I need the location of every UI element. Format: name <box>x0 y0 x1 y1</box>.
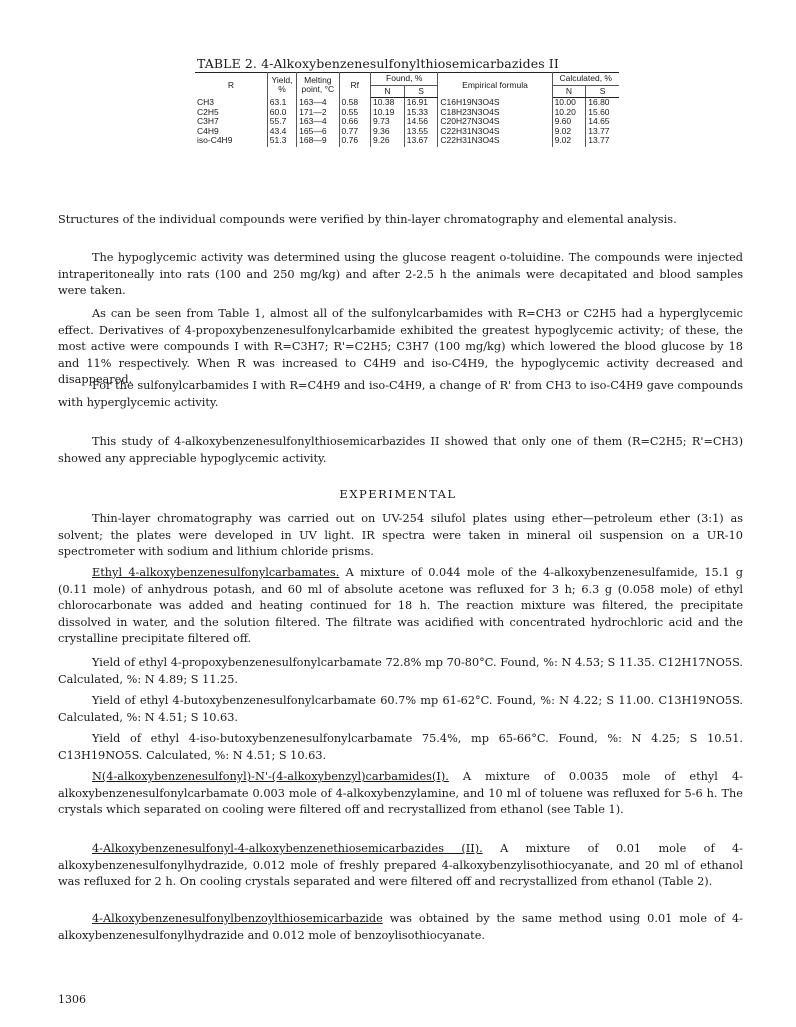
col-found-s: S <box>404 85 438 98</box>
cell-found-n: 10.38 <box>371 98 405 108</box>
paragraph-ethyl-carbamates <box>58 565 743 648</box>
cell-rf: 0.77 <box>339 127 371 137</box>
results-table <box>195 72 619 147</box>
cell-formula: C20H27N3O4S <box>438 117 552 127</box>
cell-r: C4H9 <box>195 127 267 137</box>
cell-yield: 51.3 <box>267 136 296 147</box>
paragraph-structures: Structures of the individual compounds were verified by thin-layer chromatography and elemental analysis. <box>58 213 677 226</box>
cell-calc-n: 9.60 <box>552 117 586 127</box>
cell-yield: 60.0 <box>267 108 296 118</box>
col-r: R <box>195 73 267 98</box>
subheading-thiosemicarbazides: 4-Alkoxybenzenesulfonyl-4-alkoxybenzenethiosemicarbazides (II). <box>92 842 483 855</box>
paragraph-yield-butoxy: Yield of ethyl 4-butoxybenzenesulfonylcarbamate 60.7% mp 61-62°C. Found, %: N 4.22; S 11.00. C13H19NO5S. Calculated, %: N 4.51; S 10.63. <box>58 694 743 724</box>
cell-mp: 163—4 <box>297 98 339 108</box>
cell-found-s: 13.55 <box>404 127 438 137</box>
cell-r: C3H7 <box>195 117 267 127</box>
paragraph-hypoglycemic-method: The hypoglycemic activity was determined using the glucose reagent o-toluidine. The compounds were injected intraperitoneally into rats (100 and 250 mg/kg) and after 2-2.5 h the animals were decapitated and blood samples were taken. <box>58 251 743 297</box>
col-calc-n: N <box>552 85 586 98</box>
cell-formula: C18H23N3O4S <box>438 108 552 118</box>
cell-mp: 165—6 <box>297 127 339 137</box>
cell-formula: C22H31N3O4S <box>438 127 552 137</box>
page-number: 1306 <box>58 993 86 1006</box>
cell-found-n: 9.36 <box>371 127 405 137</box>
cell-r: iso-C4H9 <box>195 136 267 147</box>
cell-mp: 168—9 <box>297 136 339 147</box>
cell-rf: 0.58 <box>339 98 371 108</box>
table-title: TABLE 2. 4-Alkoxybenzenesulfonylthiosemicarbazides II <box>197 56 559 71</box>
col-found: Found, % <box>371 73 438 86</box>
paragraph-thiosemicarbazides-synthesis <box>58 841 743 891</box>
cell-found-s: 16.91 <box>404 98 438 108</box>
col-yield: Yield, % <box>267 73 296 98</box>
col-rf: Rf <box>339 73 371 98</box>
cell-mp: 171—2 <box>297 108 339 118</box>
cell-calc-n: 9.02 <box>552 136 586 147</box>
cell-r: C2H5 <box>195 108 267 118</box>
cell-found-s: 13.67 <box>404 136 438 147</box>
col-formula: Empirical formula <box>438 73 552 98</box>
paragraph-r-change: For the sulfonylcarbamides I with R=C4H9 and iso-C4H9, a change of R' from CH3 to iso-C4H9 gave compounds with hyperglycemic activity. <box>58 379 743 409</box>
paragraph-benzoyl <box>58 911 743 944</box>
cell-rf: 0.66 <box>339 117 371 127</box>
cell-calc-s: 13.77 <box>588 125 610 136</box>
paragraph-tlc: Thin-layer chromatography was carried out on UV-254 silufol plates using ether—petroleum ether (3:1) as solvent; the plates were developed in UV light. IR spectra were taken in mineral oil suspension on a UR-10 spectrometer with sodium and lithium chloride prisms. <box>58 512 743 558</box>
cell-calc-n: 10.00 <box>552 98 586 108</box>
cell-yield: 55.7 <box>267 117 296 127</box>
cell-mp: 163—4 <box>297 117 339 127</box>
cell-yield: 63.1 <box>267 98 296 108</box>
col-calculated: Calculated, % <box>552 73 619 86</box>
cell-calc-s: 13.77 <box>588 135 610 145</box>
cell-found-n: 9.26 <box>371 136 405 147</box>
cell-rf: 0.76 <box>339 136 371 147</box>
paragraph-yield-isobutoxy: Yield of ethyl 4-iso-butoxybenzenesulfonylcarbamate 75.4%, mp 65-66°C. Found, %: N 4.25; S 10.51. C13H19NO5S. Calculated, %: N 4.51; S 10.63. <box>58 732 743 762</box>
cell-found-s: 14.56 <box>404 117 438 127</box>
cell-calc-n: 10.20 <box>552 108 586 118</box>
cell-found-s: 15.33 <box>404 108 438 118</box>
subheading-benzoyl: 4-Alkoxybenzenesulfonylbenzoylthiosemicarbazide <box>92 912 383 925</box>
paragraph-thiosemicarbazides: This study of 4-alkoxybenzenesulfonylthiosemicarbazides II showed that only one of them (R=C2H5; R'=CH3) showed any appreciable hypoglycemic activity. <box>58 435 743 465</box>
cell-formula: C16H19N3O4S <box>438 98 552 108</box>
cell-found-n: 10.19 <box>371 108 405 118</box>
paragraph-thiosemicarbazides-body: A mixture of 0.01 mole of 4-alkoxybenzenesulfonylhydrazide, 0.012 mole of freshly prepared 4-alkoxybenzylisothiocyanate, and 20 ml of ethanol was refluxed for 2 h. On cooling crystals separated and were filtered off and recrystallized from ethanol (Table 2). <box>58 842 744 888</box>
subheading-ethyl-carbamates: Ethyl 4-alkoxybenzenesulfonylcarbamates. <box>92 566 340 579</box>
cell-calc-s: 14.65 <box>588 116 610 126</box>
cell-r: CH3 <box>195 98 267 108</box>
col-found-n: N <box>371 85 405 98</box>
cell-rf: 0.55 <box>339 108 371 118</box>
col-calc-s: S <box>586 85 619 98</box>
table-row <box>195 136 619 147</box>
cell-calc-s: 16.80 <box>588 97 610 107</box>
cell-found-n: 9.73 <box>371 117 405 127</box>
section-heading-experimental: EXPERIMENTAL <box>339 487 457 501</box>
paragraph-benzoyl-body: was obtained by the same method using 0.01 mole of 4-alkoxybenzenesulfonylhydrazide and 0.012 mole of benzoylisothiocyanate. <box>58 912 743 942</box>
paragraph-carbamides-body: A mixture of 0.0035 mole of ethyl 4-alkoxybenzenesulfonylcarbamate 0.003 mole of 4-alkoxybenzylamine, and 10 ml of toluene was refluxed for 5-6 h. The crystals which separated on cooling were filtered off and recrystallized from ethanol (see Table 1). <box>58 770 743 816</box>
cell-yield: 43.4 <box>267 127 296 137</box>
cell-formula: C22H31N3O4S <box>438 136 552 147</box>
paragraph-results-table1: As can be seen from Table 1, almost all of the sulfonylcarbamides with R=CH3 or C2H5 had a hyperglycemic effect. Derivatives of 4-propoxybenzenesulfonylcarbamide exhibited the greatest hypoglycemic activity; of these, the most active were compounds I with R=C3H7; R'=C2H5; C3H7 (100 mg/kg) which lowered the blood glucose by 18 and 11% respectively. When R was increased to C4H9 and iso-C4H9, the hypoglycemic activity decreased and disappeared. <box>58 307 743 386</box>
subheading-carbamides: N(4-alkoxybenzenesulfonyl)-N'-(4-alkoxybenzyl)carbamides(I). <box>92 770 449 783</box>
cell-calc-n: 9.02 <box>552 127 586 137</box>
paragraph-yield-propoxy: Yield of ethyl 4-propoxybenzenesulfonylcarbamate 72.8% mp 70-80°C. Found, %: N 4.53; S 11.35. C12H17NO5S. Calculated, %: N 4.89; S 11.25. <box>58 656 743 686</box>
cell-calc-s: 15.60 <box>588 106 610 117</box>
table-row <box>195 98 619 108</box>
paragraph-ethyl-carbamates-body: A mixture of 0.044 mole of the 4-alkoxybenzenesulfamide, 15.1 g (0.11 mole) of anhydrous potash, and 60 ml of absolute acetone was refluxed for 3 h; 6.3 g (0.058 mole) of ethyl chlorocarbonate was added and heating continued for 18 h. The reaction mixture was filtered, the precipitate dissolved in water, and the solution filtered. The filtrate was acidified with concentrated hydrochloric acid and the crystalline precipitate filtered off. <box>58 566 743 645</box>
paragraph-carbamides <box>58 769 743 819</box>
col-mp: Melting point, °C <box>297 73 339 98</box>
